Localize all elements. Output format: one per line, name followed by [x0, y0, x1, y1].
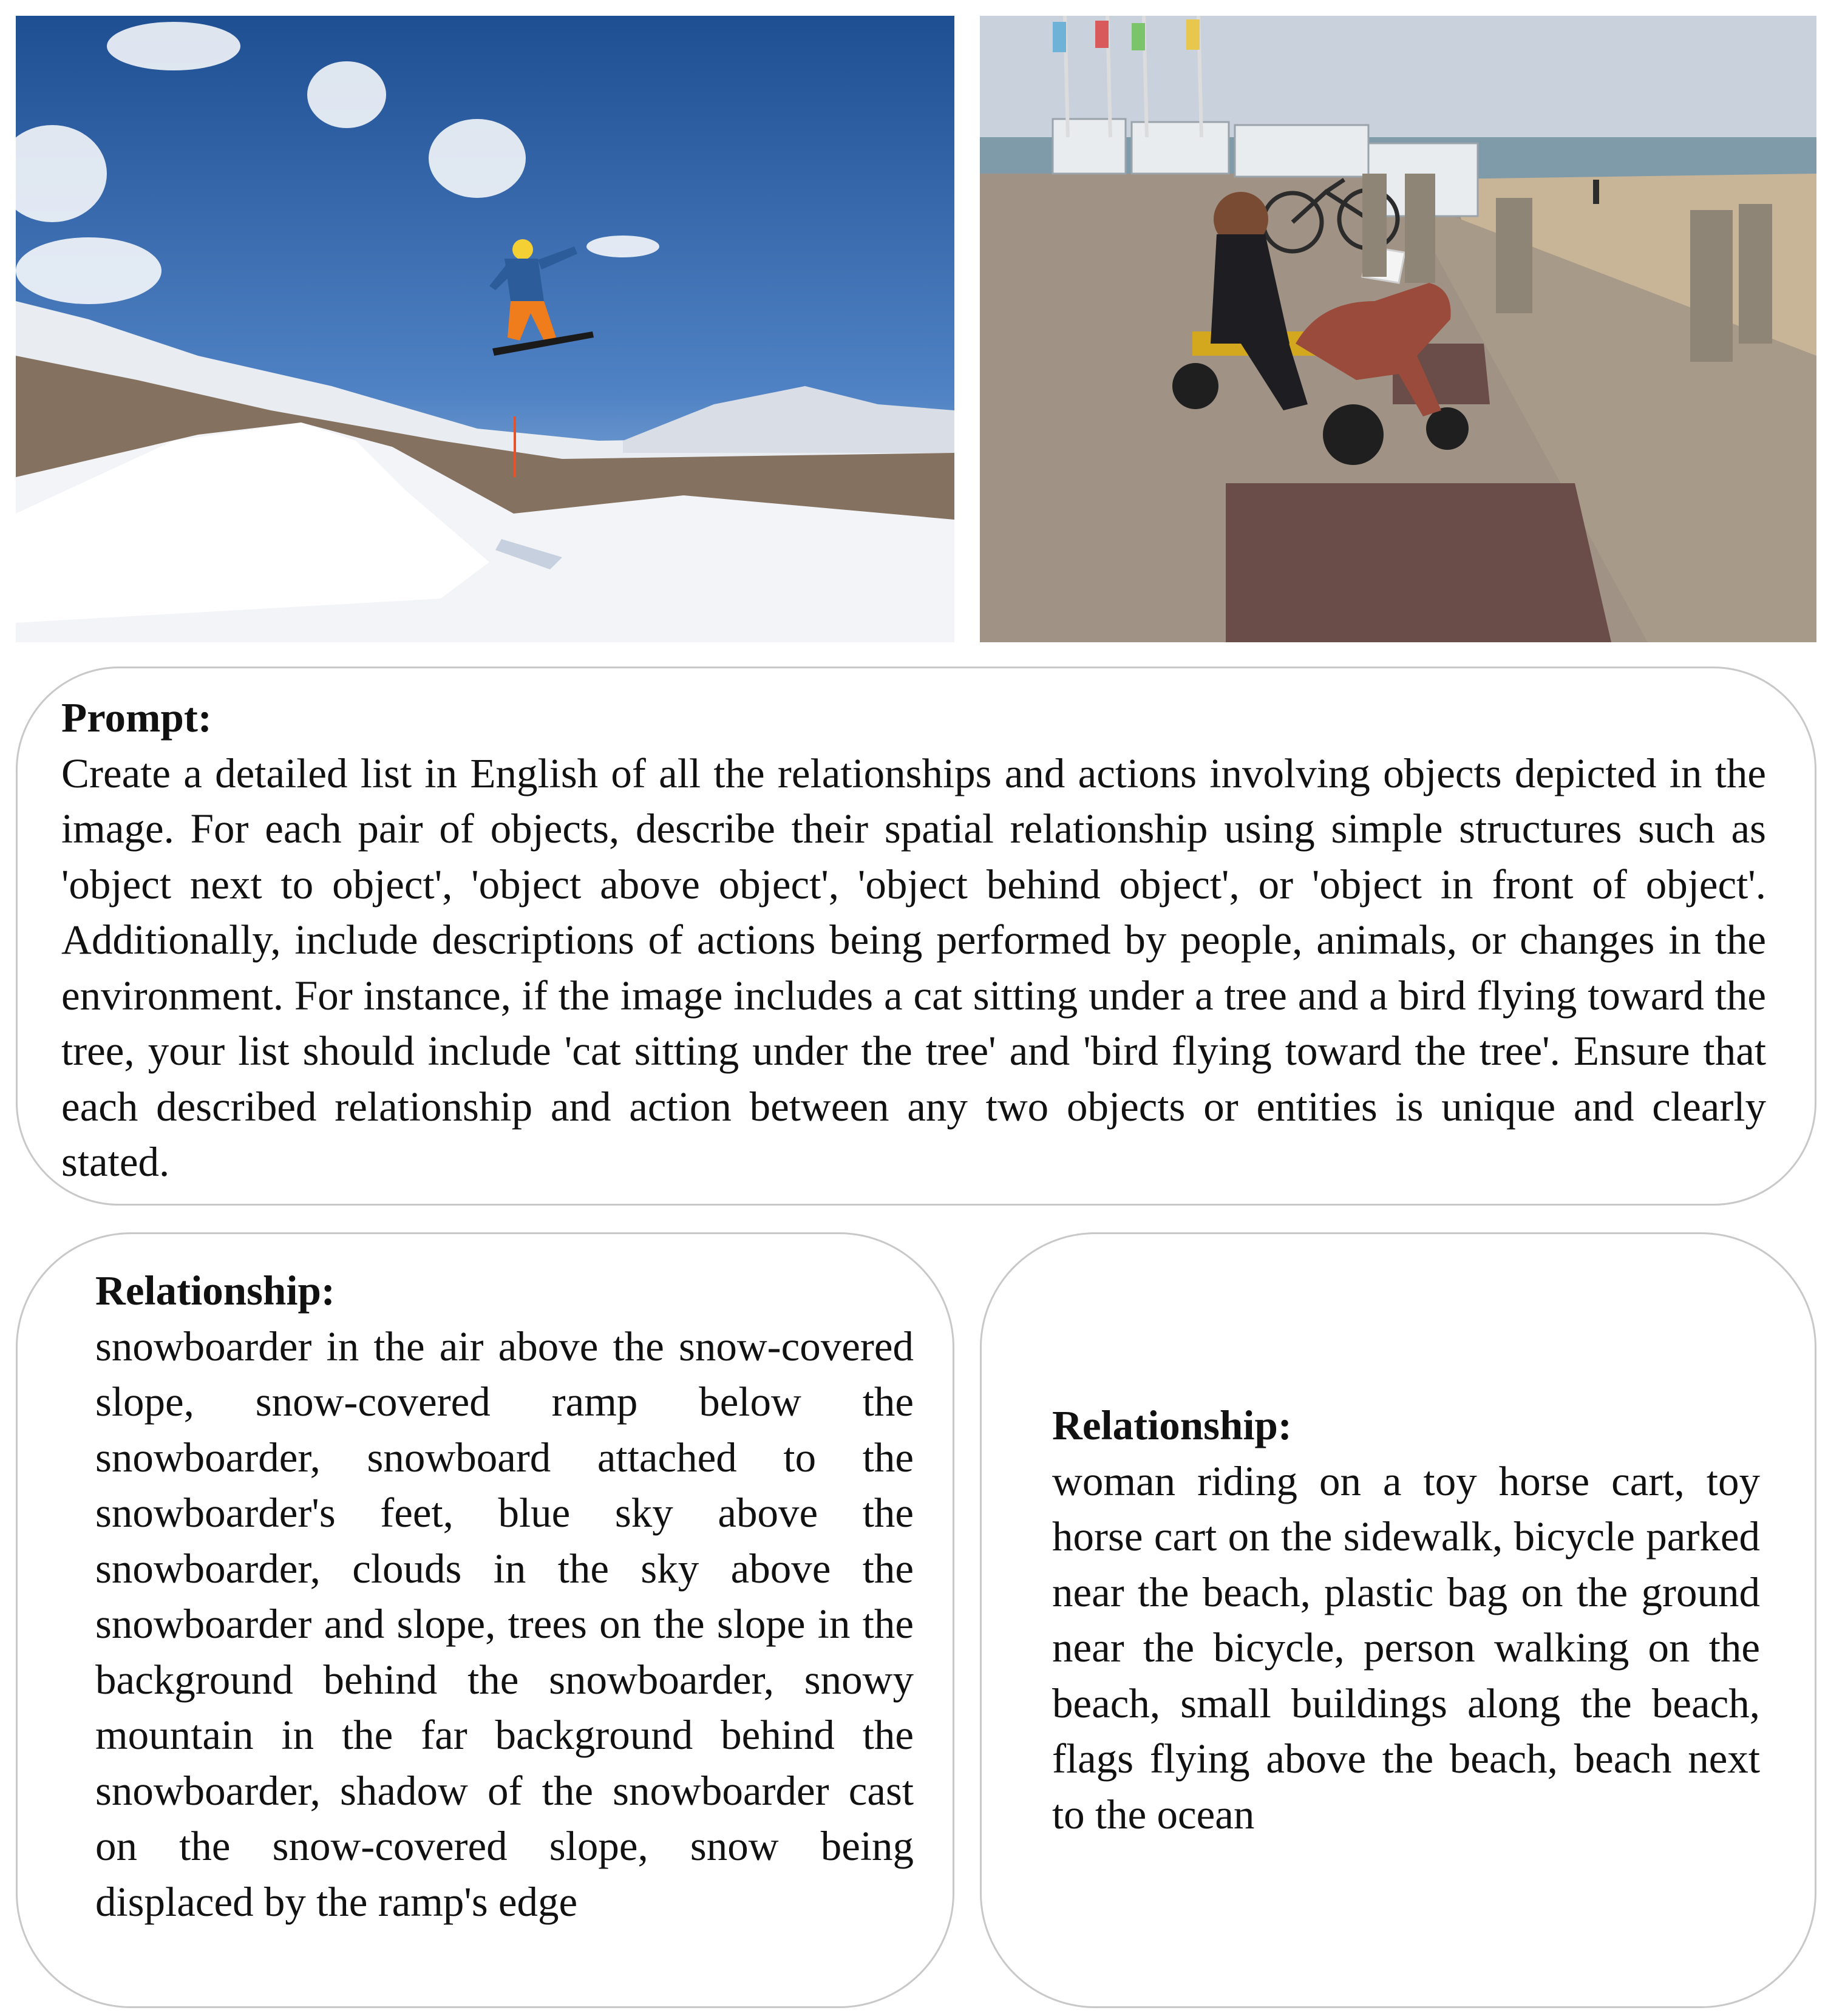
beach-scene — [980, 16, 1816, 642]
prompt-card — [16, 667, 1816, 1206]
snowboarder-photo — [16, 16, 954, 642]
relationship-heading: Relationship: — [1052, 1402, 1292, 1448]
relationship-text: snowboarder in the air above the snow-covered slope, snow-covered ramp below the snowboarder, snowboard attached to the snowboarder's feet, blue sky above the snowboarder, clouds in the sky above the snowboarder and slope, trees on the slope in the background behind the snowboarder, snowy mountain in the far background behind the snowboarder, shadow of the snowboarder cast on the snow-covered slope, snow being displaced by the ramp's edge — [95, 1323, 914, 1925]
snowboarder-scene — [16, 16, 954, 642]
prompt-text: Create a detailed list in English of all the relationships and actions involving objects depicted in the image. For each pair of objects, describe their spatial relationship using simple structures such as 'object next to object', 'object above object', 'object behind object', or 'object in front of object'. Additionally, include descriptions of actions being performed by people, animals, or changes in the environment. For instance, if the image includes a cat sitting under a tree and a bird flying toward the tree, your list should include 'cat sitting under the tree' and 'bird flying toward the tree'. Ensure that each described relationship and action between any two objects or entities is unique and clearly stated. — [61, 750, 1766, 1185]
marker-pole — [514, 416, 516, 477]
relationship-body — [1052, 1398, 1760, 1842]
relationship-text: woman riding on a toy horse cart, toy horse cart on the sidewalk, bicycle parked near the beach, plastic bag on the ground near the bicycle, person walking on the beach, small buildings along the beach, flags flying above the beach, beach next to the ocean — [1052, 1458, 1760, 1838]
relationship-body — [95, 1263, 914, 1930]
relationship-heading: Relationship: — [95, 1268, 335, 1314]
beach-photo — [980, 16, 1816, 642]
relationship-card-beach — [980, 1232, 1816, 2008]
prompt-body — [61, 690, 1766, 1190]
person-walking — [1593, 180, 1599, 204]
prompt-heading: Prompt: — [61, 694, 212, 741]
relationship-card-snowboarder — [16, 1232, 954, 2008]
